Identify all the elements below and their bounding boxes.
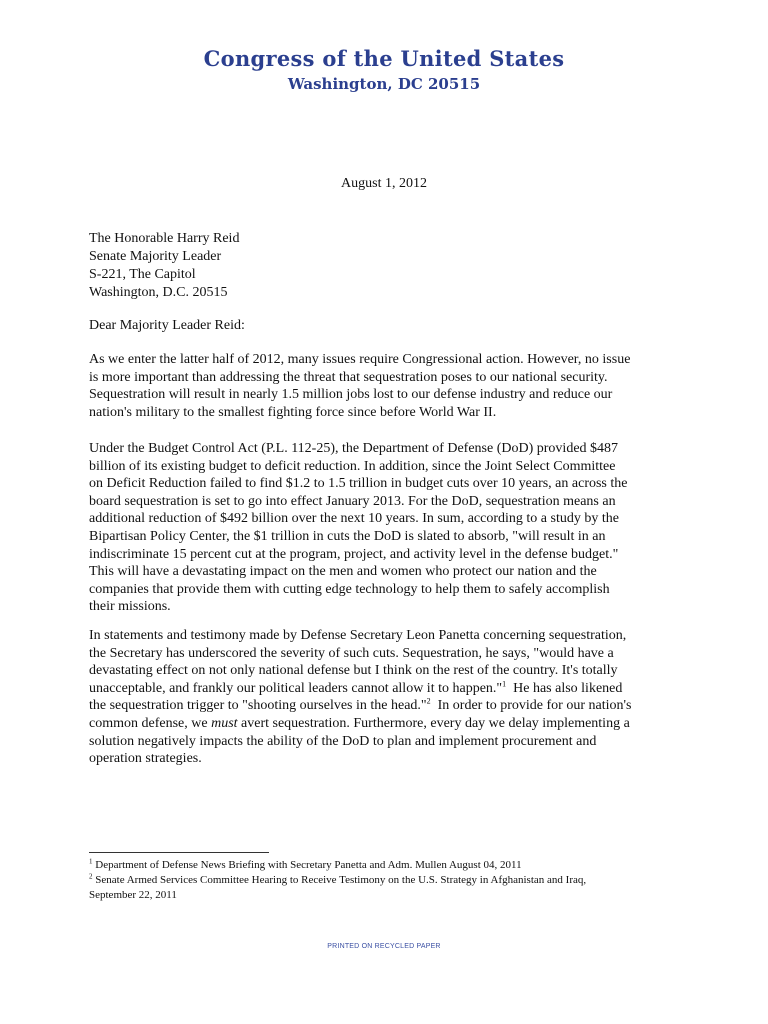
line-text: He has also likened [506, 680, 623, 696]
paragraph-line: board sequestration is set to go into effect January 2013. For the DoD, sequestration means an [89, 493, 616, 509]
line-text: unacceptable, and frankly our political leaders cannot allow it to happen." [89, 680, 503, 696]
line-text: the sequestration trigger to "shooting ourselves in the head." [89, 698, 427, 714]
recipient-name: The Honorable Harry Reid [89, 231, 240, 246]
paragraph-line: Sequestration will result in nearly 1.5 million jobs lost to our defense industry and reduce our [89, 387, 613, 403]
paragraph-line: on Deficit Reduction failed to find $1.2 to 1.5 trillion in budget cuts over 10 years, an across the [89, 476, 628, 492]
letterhead-title: Congress of the United States [203, 46, 565, 71]
recipient-city: Washington, D.C. 20515 [89, 285, 228, 300]
paragraph-line [89, 697, 685, 715]
footnote [89, 873, 689, 888]
printed-on-recycled-paper: PRINTED ON RECYCLED PAPER [327, 943, 441, 950]
paragraph-line: This will have a devastating impact on the men and women who protect our nation and the [89, 564, 597, 580]
emphasis: must [211, 715, 238, 731]
paragraph-line: As we enter the latter half of 2012, many issues require Congressional action. However, no issue [89, 352, 631, 367]
footnote-ref: 2 [426, 696, 431, 706]
paragraph-line: Bipartisan Policy Center, the $1 trillion in cuts the DoD is slated to absorb, "will result in an [89, 528, 606, 544]
paragraph-line [89, 715, 685, 733]
line-text: common defense, we [89, 715, 212, 731]
paragraph-line: their missions. [89, 599, 171, 615]
recipient-position: Senate Majority Leader [89, 249, 222, 264]
line-text: avert sequestration. Furthermore, every day we delay implementing a [237, 715, 630, 731]
paragraph-line: solution negatively impacts the ability of the DoD to plan and implement procurement and [89, 733, 597, 749]
footnote-ref: 1 [502, 679, 507, 689]
footnote-mark: 1 [89, 857, 93, 866]
paragraph-1 [89, 351, 685, 421]
footnotes [89, 858, 689, 903]
paragraph-line: Under the Budget Control Act (P.L. 112-25), the Department of Defense (DoD) provided $487 [89, 441, 619, 456]
paragraph-3 [89, 627, 685, 768]
line-text: In order to provide for our nation's [430, 698, 632, 714]
letterhead [0, 46, 768, 94]
paragraph-line: is more important than addressing the threat that sequestration poses to our national security. [89, 369, 608, 385]
letterhead-city: Washington, DC 20515 [287, 75, 481, 93]
footnote [89, 858, 689, 873]
recipient-office: S-221, The Capitol [89, 267, 196, 282]
paragraph-line: billion of its existing budget to deficit reduction. In addition, since the Joint Select Committee [89, 458, 616, 474]
paragraph-line: the Secretary has underscored the severity of such cuts. Sequestration, he says, "would have a [89, 645, 614, 661]
footnote-continuation: September 22, 2011 [89, 889, 177, 901]
paragraph-line: In statements and testimony made by Defense Secretary Leon Panetta concerning sequestration, [89, 628, 627, 643]
salutation: Dear Majority Leader Reid: [89, 318, 245, 333]
paragraph-line: operation strategies. [89, 751, 202, 767]
paragraph-line: devastating effect on not only national defense but I think on the rest of the country. It's totally [89, 663, 618, 679]
paragraph-line: indiscriminate 15 percent cut at the program, project, and activity level in the defense budget." [89, 546, 619, 562]
recipient-address [89, 230, 239, 302]
paragraph-line: companies that provide them with cutting edge technology to help them to safely accomplish [89, 581, 610, 597]
paragraph-2 [89, 440, 685, 616]
paragraph-line [89, 680, 685, 698]
paragraph-line: nation's military to the smallest fighting force since before World War II. [89, 404, 497, 420]
footnote-text: Department of Defense News Briefing with Secretary Panetta and Adm. Mullen August 04, 2011 [95, 859, 522, 871]
paragraph-line: additional reduction of $492 billion over the next 10 years. In sum, according to a study by the [89, 511, 619, 527]
footnote-mark: 2 [89, 872, 93, 881]
footnote-divider [89, 852, 269, 853]
letter-date: August 1, 2012 [341, 176, 427, 191]
footnote-text: Senate Armed Services Committee Hearing to Receive Testimony on the U.S. Strategy in Afghanistan and Iraq, [95, 874, 587, 886]
